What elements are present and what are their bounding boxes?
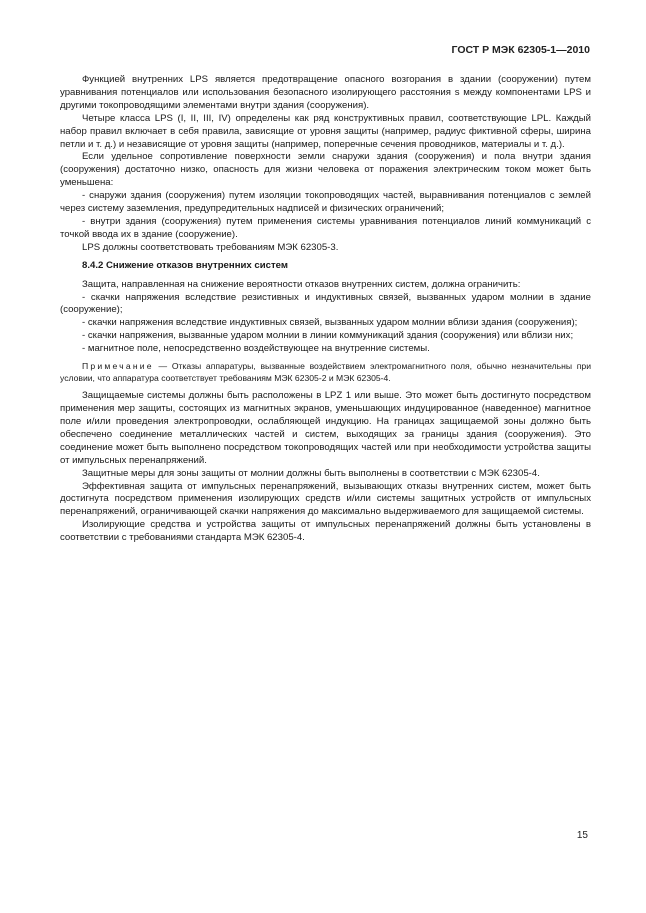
document-body [60, 74, 591, 545]
paragraph: Функцией внутренних LPS является предотвращение опасного возгорания в здании (сооружении) путем уравнивания потенциалов или использования безопасного изолирующего расстояния s между компонентами LPS и другими токопроводящими элементами внутри здания (сооружения). [60, 74, 591, 111]
paragraph: Защищаемые системы должны быть расположены в LPZ 1 или выше. Это может быть достигнуто посредством применения мер защиты, состоящих из магнитных экранов, уменьшающих индуцированное (наведенное) магнитное поле и/или проведения электропроводки, ослабляющей индукцию. На границах защищаемой зоны должно быть обеспечено соединение металлических частей и систем, выходящих за границы здания (сооружения). Это соединение может быть выполнено посредством токопроводящих частей или при необходимости устройства защиты от импульсных перенапряжений. [60, 390, 591, 466]
list-item: - внутри здания (сооружения) путем применения системы уравнивания потенциалов линий коммуникаций с точкой ввода их в здание (сооружение). [60, 215, 591, 240]
list-item: - снаружи здания (сооружения) путем изоляции токопроводящих частей, выравнивания потенциалов с землей через систему заземления, предупредительных надписей и физических ограничений; [60, 190, 591, 215]
section-heading: 8.4.2 Снижение отказов внутренних систем [82, 259, 288, 271]
paragraph: Изолирующие средства и устройства защиты от импульсных перенапряжений должны быть установлены в соответствии с требованиями стандарта МЭК 62305-4. [60, 519, 591, 544]
list-item: - скачки напряжения вследствие индуктивных связей, вызванных ударом молнии вблизи здания (сооружения); [82, 317, 578, 329]
paragraph: Эффективная защита от импульсных перенапряжений, вызывающих отказы внутренних систем, может быть достигнута посредством применения изолирующих средств и/или системы защитных устройств от импульсных перенапряжений, ограничивающей скачки напряжения до максимально выдерживаемого для защищаемой системы. [60, 480, 591, 518]
paragraph: LPS должны соответствовать требованиям МЭК 62305-3. [82, 241, 339, 253]
paragraph: Защита, направленная на снижение вероятности отказов внутренних систем, должна ограничить: [82, 278, 521, 290]
paragraph: Если удельное сопротивление поверхности земли снаружи здания (сооружения) и пола внутри здания (сооружения) достаточно низко, опасность для жизни человека от поражения электрическим током может быть уменьшена: [60, 151, 591, 189]
note-label: Примечание [82, 361, 154, 372]
page-number: 15 [576, 830, 588, 841]
paragraph: Защитные меры для зоны защиты от молнии должны быть выполнены в соответствии с МЭК 62305-4. [82, 467, 540, 479]
list-item: - скачки напряжения, вызванные ударом молнии в линии коммуникаций здания (сооружения) или вблизи них; [82, 330, 574, 342]
note [60, 361, 591, 384]
list-item: - скачки напряжения вследствие резистивных и индуктивных связей, вызванных ударом молнии в здание (сооружение); [60, 291, 591, 316]
document-code-header: ГОСТ Р МЭК 62305-1—2010 [451, 44, 590, 56]
paragraph: Четыре класса LPS (I, II, III, IV) определены как ряд конструктивных правил, соответствующие LPL. Каждый набор правил включает в себя правила, зависящие от уровня защиты (например, радиус фиктивной сферы, ширина петли и т. д.) и независящие от уровня защиты (например, поперечные сечения проводников, материалы и т. д.). [60, 112, 591, 150]
note-text: — Отказы аппаратуры, вызванные воздействием электромагнитного поля, обычно незначительны при условии, что аппаратура соответствует требованиям МЭК 62305-2 и МЭК 62305-4. [60, 361, 591, 383]
list-item: - магнитное поле, непосредственно воздействующее на внутренние системы. [82, 343, 430, 355]
